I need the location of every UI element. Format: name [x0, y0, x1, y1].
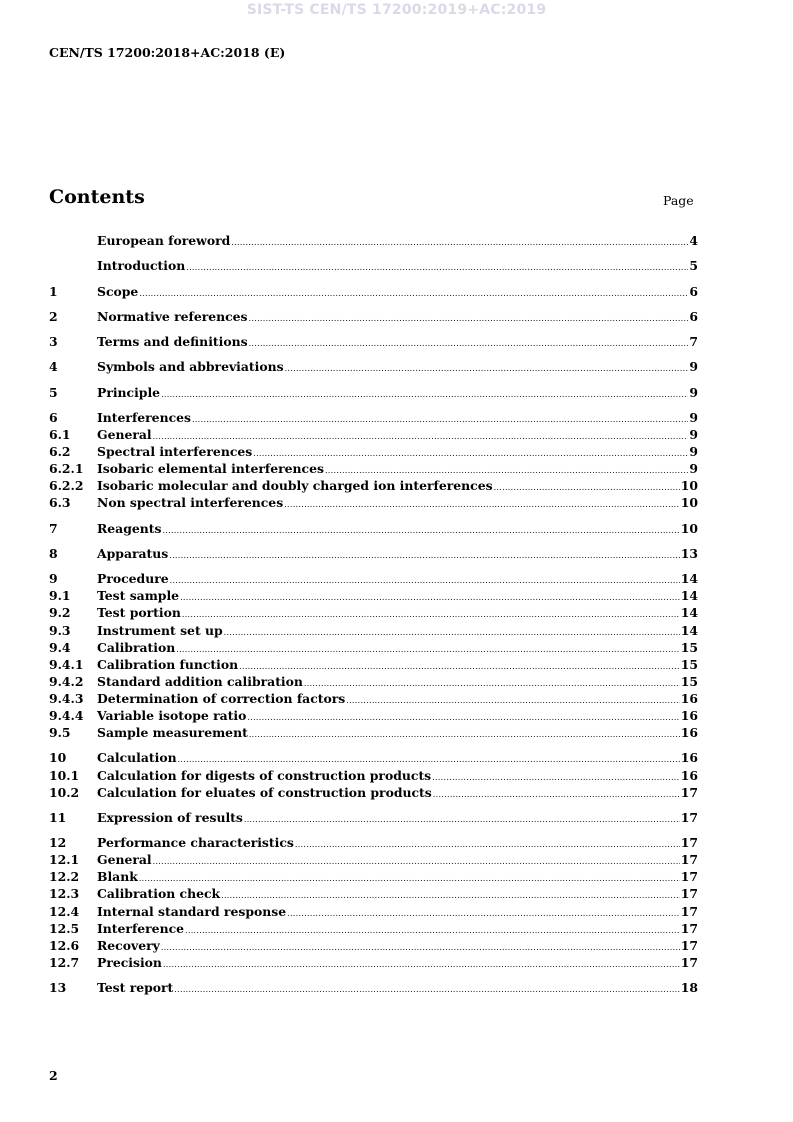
contents-heading: Contents — [49, 186, 145, 208]
toc-entry-title: General — [97, 852, 152, 868]
toc-entry-title: Calibration check — [97, 886, 221, 902]
toc-entry-page: 9 — [689, 359, 698, 375]
toc-entry-page: 15 — [680, 673, 698, 689]
toc-entry-number: 12.6 — [49, 937, 80, 953]
toc-dot-leader — [433, 786, 680, 803]
toc-entry[interactable] — [49, 520, 698, 537]
toc-entry-page: 14 — [680, 605, 698, 621]
toc-entry[interactable] — [49, 851, 698, 868]
toc-dot-leader — [432, 769, 680, 786]
toc-entry-number: 9.4.1 — [49, 656, 84, 672]
toc-entry[interactable] — [49, 809, 698, 826]
toc-entry-number: 12.3 — [49, 886, 80, 902]
toc-entry-number: 6 — [49, 409, 58, 425]
toc-entry[interactable] — [49, 673, 698, 690]
toc-dot-leader — [182, 606, 680, 623]
toc-entry[interactable] — [49, 979, 698, 996]
table-of-contents — [49, 232, 698, 996]
toc-entry-title: Interferences — [97, 409, 191, 425]
toc-dot-leader — [162, 522, 679, 539]
toc-entry[interactable] — [49, 257, 698, 274]
toc-entry-title: Blank — [97, 869, 138, 885]
toc-dot-leader — [161, 386, 688, 403]
toc-entry-number: 10 — [49, 750, 67, 766]
toc-entry[interactable] — [49, 937, 698, 954]
toc-entry-title: Principle — [97, 384, 161, 400]
toc-entry[interactable] — [49, 868, 698, 885]
toc-entry-page: 16 — [680, 725, 698, 741]
toc-entry-title: Scope — [97, 283, 139, 299]
toc-entry-title: Calculation — [97, 750, 177, 766]
toc-dot-leader — [180, 589, 680, 606]
toc-entry-page: 17 — [680, 886, 698, 902]
toc-entry-number: 2 — [49, 308, 58, 324]
toc-entry[interactable] — [49, 384, 698, 401]
watermark: SIST-TS CEN/TS 17200:2019+AC:2019 — [246, 2, 547, 18]
toc-entry-title: Normative references — [97, 308, 248, 324]
toc-entry[interactable] — [49, 954, 698, 971]
toc-entry[interactable] — [49, 587, 698, 604]
toc-entry-page: 17 — [680, 954, 698, 970]
toc-entry[interactable] — [49, 308, 698, 325]
toc-entry-page: 17 — [680, 937, 698, 953]
toc-dot-leader — [174, 981, 679, 998]
toc-entry[interactable] — [49, 656, 698, 673]
toc-entry-title: Variable isotope ratio — [97, 708, 247, 724]
toc-dot-leader — [139, 285, 688, 302]
toc-entry-title: Performance characteristics — [97, 835, 294, 851]
toc-entry[interactable] — [49, 749, 698, 766]
toc-entry-page: 17 — [680, 809, 698, 825]
toc-dot-leader — [161, 939, 680, 956]
toc-dot-leader — [494, 479, 680, 496]
toc-entry-page: 17 — [680, 852, 698, 868]
toc-dot-leader — [192, 411, 688, 428]
toc-entry-number: 9 — [49, 571, 58, 587]
toc-entry-number: 9.1 — [49, 588, 71, 604]
toc-dot-leader — [244, 811, 680, 828]
toc-entry-page: 9 — [689, 461, 698, 477]
toc-entry-number: 6.2.1 — [49, 461, 84, 477]
toc-entry-title: Interference — [97, 920, 185, 936]
toc-entry[interactable] — [49, 409, 698, 426]
toc-entry[interactable] — [49, 283, 698, 300]
toc-entry-page: 17 — [680, 920, 698, 936]
toc-entry-page: 9 — [689, 409, 698, 425]
toc-dot-leader — [287, 905, 680, 922]
toc-entry-title: Isobaric molecular and doubly charged ion interferences — [97, 478, 493, 494]
toc-entry-page: 17 — [680, 784, 698, 800]
toc-entry[interactable] — [49, 426, 698, 443]
toc-entry[interactable] — [49, 494, 698, 511]
document-identifier: CEN/TS 17200:2018+AC:2018 (E) — [49, 45, 286, 60]
toc-entry-page: 16 — [680, 767, 698, 783]
toc-entry[interactable] — [49, 570, 698, 587]
toc-entry[interactable] — [49, 834, 698, 851]
toc-entry-number: 1 — [49, 283, 58, 299]
toc-entry-number: 11 — [49, 809, 67, 825]
toc-entry-title: Symbols and abbreviations — [97, 359, 284, 375]
toc-dot-leader — [249, 335, 689, 352]
toc-entry-page: 6 — [689, 308, 698, 324]
toc-entry-number: 3 — [49, 334, 58, 350]
toc-entry-title: Determination of correction factors — [97, 690, 346, 706]
toc-entry[interactable] — [49, 443, 698, 460]
toc-entry[interactable] — [49, 767, 698, 784]
toc-entry[interactable] — [49, 885, 698, 902]
toc-entry-title: Standard addition calibration — [97, 673, 303, 689]
toc-entry-page: 18 — [680, 980, 698, 996]
toc-entry-title: Spectral interferences — [97, 444, 253, 460]
toc-dot-leader — [185, 922, 680, 939]
toc-dot-leader — [169, 547, 680, 564]
toc-entry-number: 9.4.3 — [49, 690, 84, 706]
toc-entry-number: 9.2 — [49, 605, 71, 621]
toc-dot-leader — [284, 496, 680, 513]
toc-entry-number: 12.4 — [49, 903, 80, 919]
toc-entry-number: 5 — [49, 384, 58, 400]
toc-entry-page: 5 — [689, 258, 698, 274]
toc-entry-title: Non spectral interferences — [97, 495, 284, 511]
toc-entry-title: Isobaric elemental interferences — [97, 461, 324, 477]
toc-entry[interactable] — [49, 460, 698, 477]
toc-entry-number: 12.2 — [49, 869, 80, 885]
toc-entry-title: Precision — [97, 954, 162, 970]
toc-entry-page: 15 — [680, 639, 698, 655]
toc-entry[interactable] — [49, 724, 698, 741]
toc-entry-number: 10.1 — [49, 767, 80, 783]
toc-entry-title: Procedure — [97, 571, 169, 587]
toc-entry-page: 6 — [689, 283, 698, 299]
toc-entry-page: 9 — [689, 444, 698, 460]
toc-entry-page: 10 — [680, 478, 698, 494]
toc-entry-number: 6.2 — [49, 444, 71, 460]
toc-dot-leader — [186, 259, 688, 276]
toc-entry-page: 16 — [680, 750, 698, 766]
toc-entry-title: Introduction — [97, 258, 186, 274]
toc-entry-title: Test sample — [97, 588, 180, 604]
toc-entry-page: 9 — [689, 384, 698, 400]
toc-entry-title: Test report — [97, 980, 174, 996]
toc-entry[interactable] — [49, 920, 698, 937]
toc-entry-title: European foreword — [97, 233, 231, 248]
toc-entry-page: 10 — [680, 520, 698, 536]
toc-entry-page: 7 — [689, 334, 698, 350]
toc-entry-title: Calculation for digests of construction products — [97, 767, 432, 783]
toc-entry-number: 9.4.4 — [49, 708, 84, 724]
toc-entry-title: Calculation for eluates of construction products — [97, 784, 432, 800]
toc-entry-number: 4 — [49, 359, 58, 375]
toc-dot-leader — [346, 692, 680, 709]
toc-entry-title: Recovery — [97, 937, 160, 953]
toc-entry-title: Terms and definitions — [97, 334, 248, 350]
toc-dot-leader — [295, 836, 680, 853]
toc-entry[interactable] — [49, 477, 698, 494]
toc-dot-leader — [247, 709, 679, 726]
toc-entry[interactable] — [49, 232, 698, 249]
toc-entry[interactable] — [49, 707, 698, 724]
toc-entry-title: Sample measurement — [97, 725, 248, 741]
toc-dot-leader — [285, 360, 689, 377]
toc-entry-number: 9.5 — [49, 725, 71, 741]
toc-dot-leader — [170, 572, 680, 589]
toc-entry-page: 9 — [689, 427, 698, 443]
toc-entry[interactable] — [49, 545, 698, 562]
toc-entry-number: 12.5 — [49, 920, 80, 936]
toc-dot-leader — [239, 658, 680, 675]
toc-entry[interactable] — [49, 358, 698, 375]
toc-dot-leader — [163, 956, 680, 973]
toc-entry-title: Reagents — [97, 520, 162, 536]
toc-entry-number: 7 — [49, 520, 58, 536]
toc-dot-leader — [176, 641, 680, 658]
toc-entry-number: 12.1 — [49, 852, 80, 868]
toc-entry-title: Expression of results — [97, 809, 243, 825]
toc-entry-page: 14 — [680, 588, 698, 604]
toc-entry[interactable] — [49, 690, 698, 707]
toc-dot-leader — [304, 675, 680, 692]
page-number: 2 — [49, 1068, 58, 1083]
toc-entry-page: 14 — [680, 622, 698, 638]
toc-entry[interactable] — [49, 604, 698, 621]
toc-entry-number: 12 — [49, 835, 67, 851]
toc-dot-leader — [153, 853, 680, 870]
toc-entry-page: 17 — [680, 903, 698, 919]
toc-entry[interactable] — [49, 333, 698, 350]
toc-entry[interactable] — [49, 639, 698, 656]
toc-entry-number: 6.3 — [49, 495, 71, 511]
toc-entry-number: 9.4.2 — [49, 673, 84, 689]
toc-entry[interactable] — [49, 622, 698, 639]
toc-entry-page: 15 — [680, 656, 698, 672]
toc-entry-number: 6.2.2 — [49, 478, 84, 494]
toc-entry-page: 16 — [680, 708, 698, 724]
toc-entry-page: 17 — [680, 835, 698, 851]
toc-entry[interactable] — [49, 784, 698, 801]
toc-dot-leader — [221, 887, 680, 904]
toc-entry-title: Apparatus — [97, 546, 169, 561]
toc-entry-number: 6.1 — [49, 427, 71, 443]
toc-dot-leader — [249, 726, 680, 743]
toc-entry-title: General — [97, 427, 152, 443]
page-column-label: Page — [663, 193, 694, 208]
toc-dot-leader — [224, 624, 680, 641]
toc-entry-number: 12.7 — [49, 954, 80, 970]
toc-entry-title: Internal standard response — [97, 903, 287, 919]
toc-entry-page: 4 — [689, 233, 698, 248]
toc-dot-leader — [249, 310, 689, 327]
toc-entry-title: Instrument set up — [97, 622, 223, 638]
toc-entry-page: 14 — [680, 571, 698, 587]
toc-entry-page: 13 — [680, 546, 698, 561]
toc-entry-title: Test portion — [97, 605, 181, 621]
toc-entry-title: Calibration — [97, 639, 176, 655]
toc-entry-number: 8 — [49, 546, 58, 561]
toc-entry[interactable] — [49, 903, 698, 920]
toc-entry-title: Calibration function — [97, 656, 239, 672]
toc-entry-number: 13 — [49, 980, 67, 996]
toc-entry-page: 17 — [680, 869, 698, 885]
toc-entry-number: 9.4 — [49, 639, 71, 655]
toc-entry-page: 16 — [680, 690, 698, 706]
toc-entry-page: 10 — [680, 495, 698, 511]
toc-dot-leader — [231, 234, 688, 251]
toc-entry-number: 9.3 — [49, 622, 71, 638]
toc-entry-number: 10.2 — [49, 784, 80, 800]
